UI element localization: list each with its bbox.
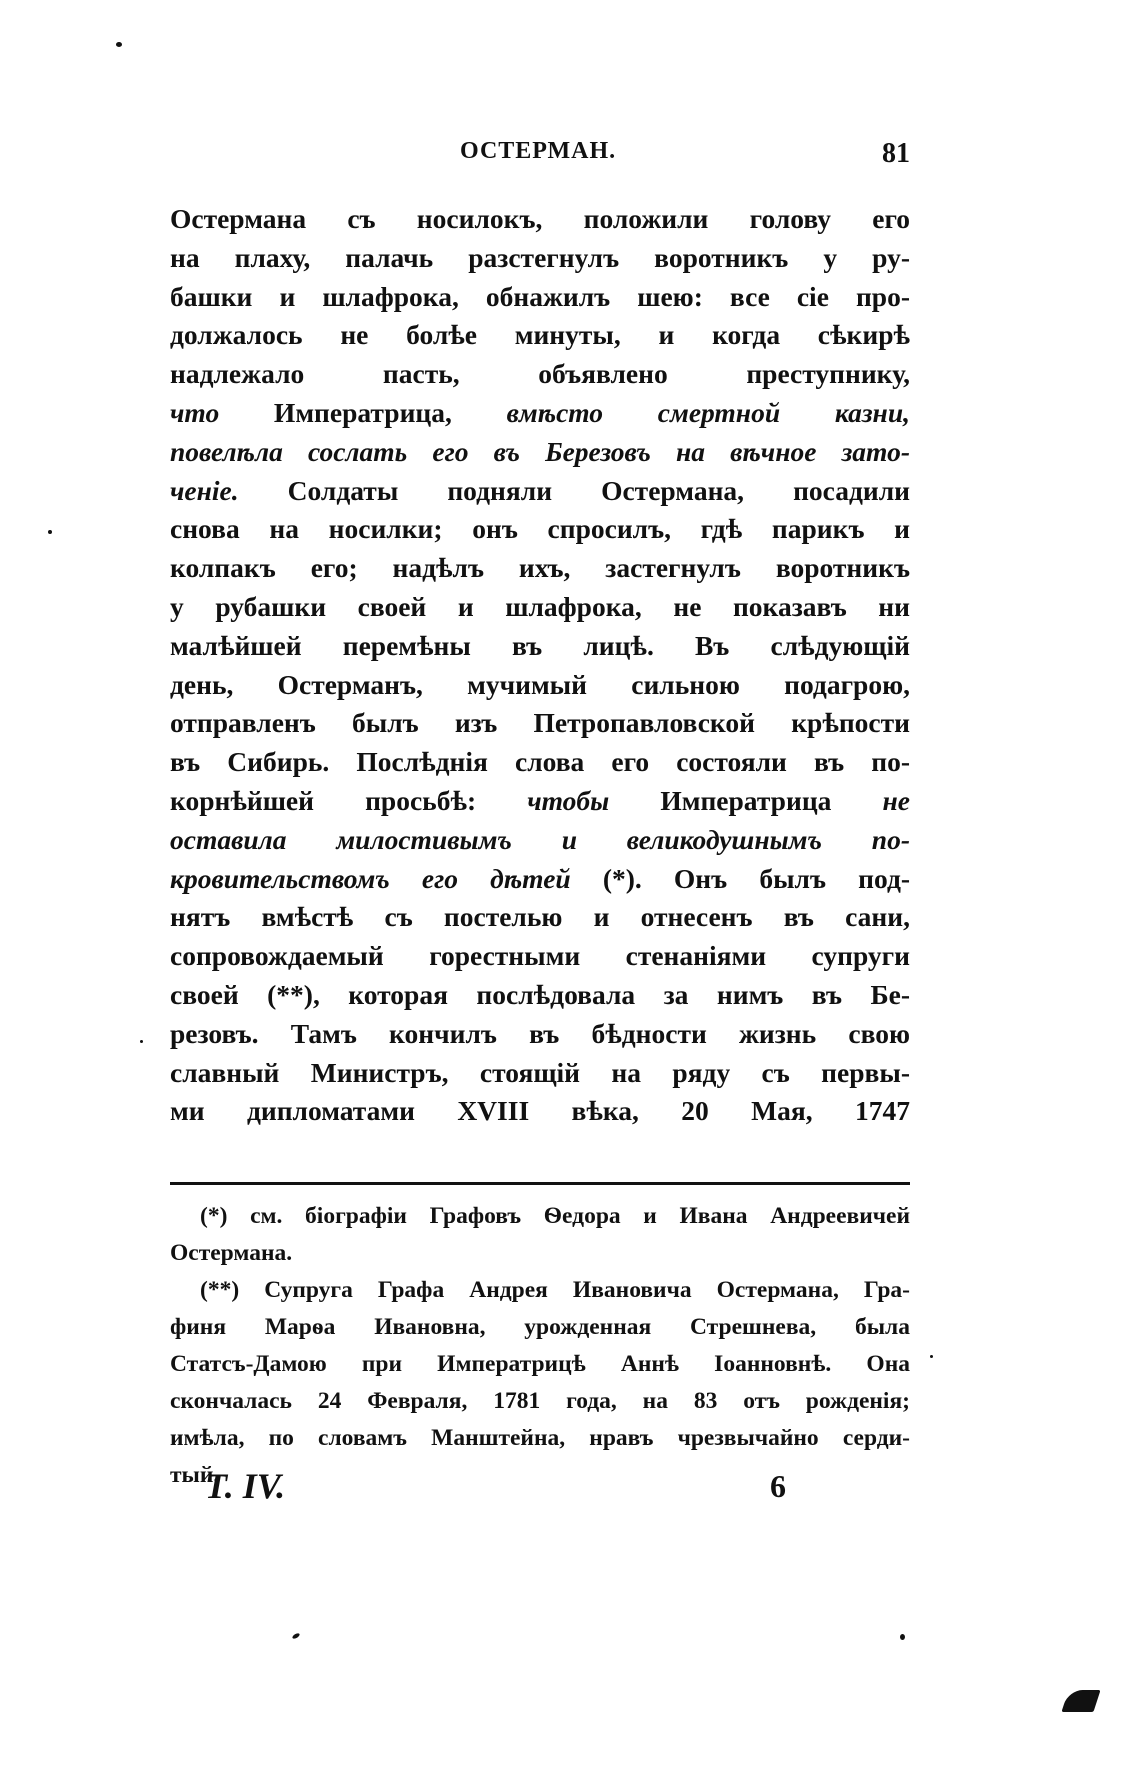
text-run: нятъ вмѣстѣ съ постелью и отнесенъ въ сани, bbox=[170, 901, 910, 933]
footnote-rule bbox=[170, 1182, 910, 1185]
scan-speck bbox=[930, 1355, 933, 1358]
text-line bbox=[170, 937, 910, 976]
text-run: на плаху, палачь разстегнулъ воротникъ у ру- bbox=[170, 241, 910, 273]
running-head bbox=[170, 138, 910, 178]
text-line bbox=[170, 1015, 910, 1054]
text-run: Остермана съ носилокъ, положили голову его bbox=[170, 203, 910, 234]
footnote-line: финя Марѳа Ивановна, урожденная Стрешнева, была bbox=[170, 1314, 910, 1340]
text-run: Императрица, bbox=[219, 396, 507, 428]
footnote-line: тый. bbox=[170, 1462, 220, 1488]
text-line bbox=[170, 1054, 910, 1093]
text-run: Солдаты подняли Остермана, посадили bbox=[238, 474, 910, 506]
italic-text-run: не bbox=[882, 784, 910, 816]
text-line bbox=[170, 743, 910, 782]
text-line bbox=[170, 549, 910, 588]
text-run: ми дипломатами XVIII вѣка, 20 Мая, 1747 bbox=[170, 1095, 910, 1127]
text-run: отправленъ былъ изъ Петропавловской крѣпости bbox=[170, 707, 910, 739]
scan-speck bbox=[48, 530, 52, 534]
text-run: малѣйшей перемѣны въ лицѣ. Въ слѣдующій bbox=[170, 629, 910, 661]
text-run: должалось не болѣе минуты, и когда сѣкирѣ bbox=[170, 319, 910, 351]
italic-text-run: повелѣла сослать его въ Березовъ на вѣчное зато- bbox=[170, 435, 910, 467]
main-text bbox=[170, 200, 910, 1131]
italic-text-run: чтобы bbox=[527, 784, 610, 816]
text-line bbox=[170, 355, 910, 394]
text-line bbox=[170, 666, 910, 705]
text-line bbox=[170, 627, 910, 666]
scan-speck bbox=[116, 42, 122, 47]
scan-speck bbox=[292, 1632, 301, 1639]
footnote-line: Остермана. bbox=[170, 1240, 293, 1266]
text-run: своей (**), которая послѣдовала за нимъ въ Бе- bbox=[170, 978, 910, 1010]
italic-text-run: ченіе. bbox=[170, 474, 239, 506]
footnote bbox=[170, 1272, 910, 1494]
italic-text-run: оставила милостивымъ и великодушнымъ по- bbox=[170, 823, 910, 855]
footnote-line: скончалась 24 Февраля, 1781 года, на 83 отъ рожденія; bbox=[170, 1388, 910, 1414]
volume-signature: Т. IV. bbox=[205, 1466, 286, 1506]
footnote bbox=[170, 1198, 910, 1272]
text-line bbox=[170, 200, 910, 239]
text-line bbox=[170, 588, 910, 627]
text-line bbox=[170, 860, 910, 899]
text-run: резовъ. Тамъ кончилъ въ бѣдности жизнь свою bbox=[170, 1017, 910, 1049]
text-run: снова на носилки; онъ спросилъ, гдѣ парикъ и bbox=[170, 513, 910, 545]
footnotes bbox=[170, 1198, 910, 1494]
text-run: у рубашки своей и шлафрока, не показавъ ни bbox=[170, 590, 910, 622]
footnote-line: имѣла, по словамъ Манштейна, нравъ чрезвычайно серди- bbox=[170, 1425, 910, 1451]
text-line bbox=[170, 472, 910, 511]
text-line bbox=[170, 704, 910, 743]
text-line bbox=[170, 821, 910, 860]
text-line bbox=[170, 976, 910, 1015]
text-line bbox=[170, 433, 910, 472]
text-run: сопровождаемый горестными стенаніями супруги bbox=[170, 940, 910, 972]
footnote-line: (**) Супруга Графа Андрея Ивановича Остермана, Гра- bbox=[200, 1277, 910, 1303]
scan-speck bbox=[140, 1040, 143, 1043]
running-title: ОСТЕРМАН. bbox=[460, 138, 617, 164]
text-line bbox=[170, 394, 910, 433]
italic-text-run: что bbox=[170, 396, 220, 428]
text-run: (*). Онъ былъ под- bbox=[570, 862, 910, 894]
text-line bbox=[170, 239, 910, 278]
page-number: 81 bbox=[882, 138, 910, 169]
scan-speck bbox=[900, 1634, 905, 1640]
text-run: корнѣйшей просьбѣ: bbox=[170, 784, 528, 816]
scan-corner-mark bbox=[1061, 1690, 1100, 1712]
footnote-line: Статсъ-Дамою при Императрицѣ Аннѣ Іоанновнѣ. Она bbox=[170, 1351, 910, 1377]
text-run: въ Сибирь. Послѣднія слова его состояли въ по- bbox=[170, 746, 910, 778]
italic-text-run: кровительствомъ его дѣтей bbox=[170, 862, 571, 894]
text-run: славный Министръ, стоящій на ряду съ первы- bbox=[170, 1056, 910, 1088]
footnote-line: (*) см. біографіи Графовъ Ѳедора и Ивана Андреевичей bbox=[200, 1203, 910, 1229]
text-run: день, Остерманъ, мучимый сильною подагрою, bbox=[170, 668, 910, 700]
text-run: башки и шлафрока, обнажилъ шею: все сіе про- bbox=[170, 280, 910, 312]
text-line bbox=[170, 278, 910, 317]
text-line bbox=[170, 782, 910, 821]
text-line bbox=[170, 898, 910, 937]
text-line bbox=[170, 510, 910, 549]
text-line bbox=[170, 316, 910, 355]
text-run: надлежало пасть, объявлено преступнику, bbox=[170, 358, 910, 390]
italic-text-run: вмѣсто смертной казни, bbox=[506, 396, 910, 428]
sheet-number: 6 bbox=[770, 1468, 786, 1504]
text-run: колпакъ его; надѣлъ ихъ, застегнулъ воротникъ bbox=[170, 552, 910, 584]
text-line bbox=[170, 1092, 910, 1131]
text-run: Императрица bbox=[609, 784, 883, 816]
